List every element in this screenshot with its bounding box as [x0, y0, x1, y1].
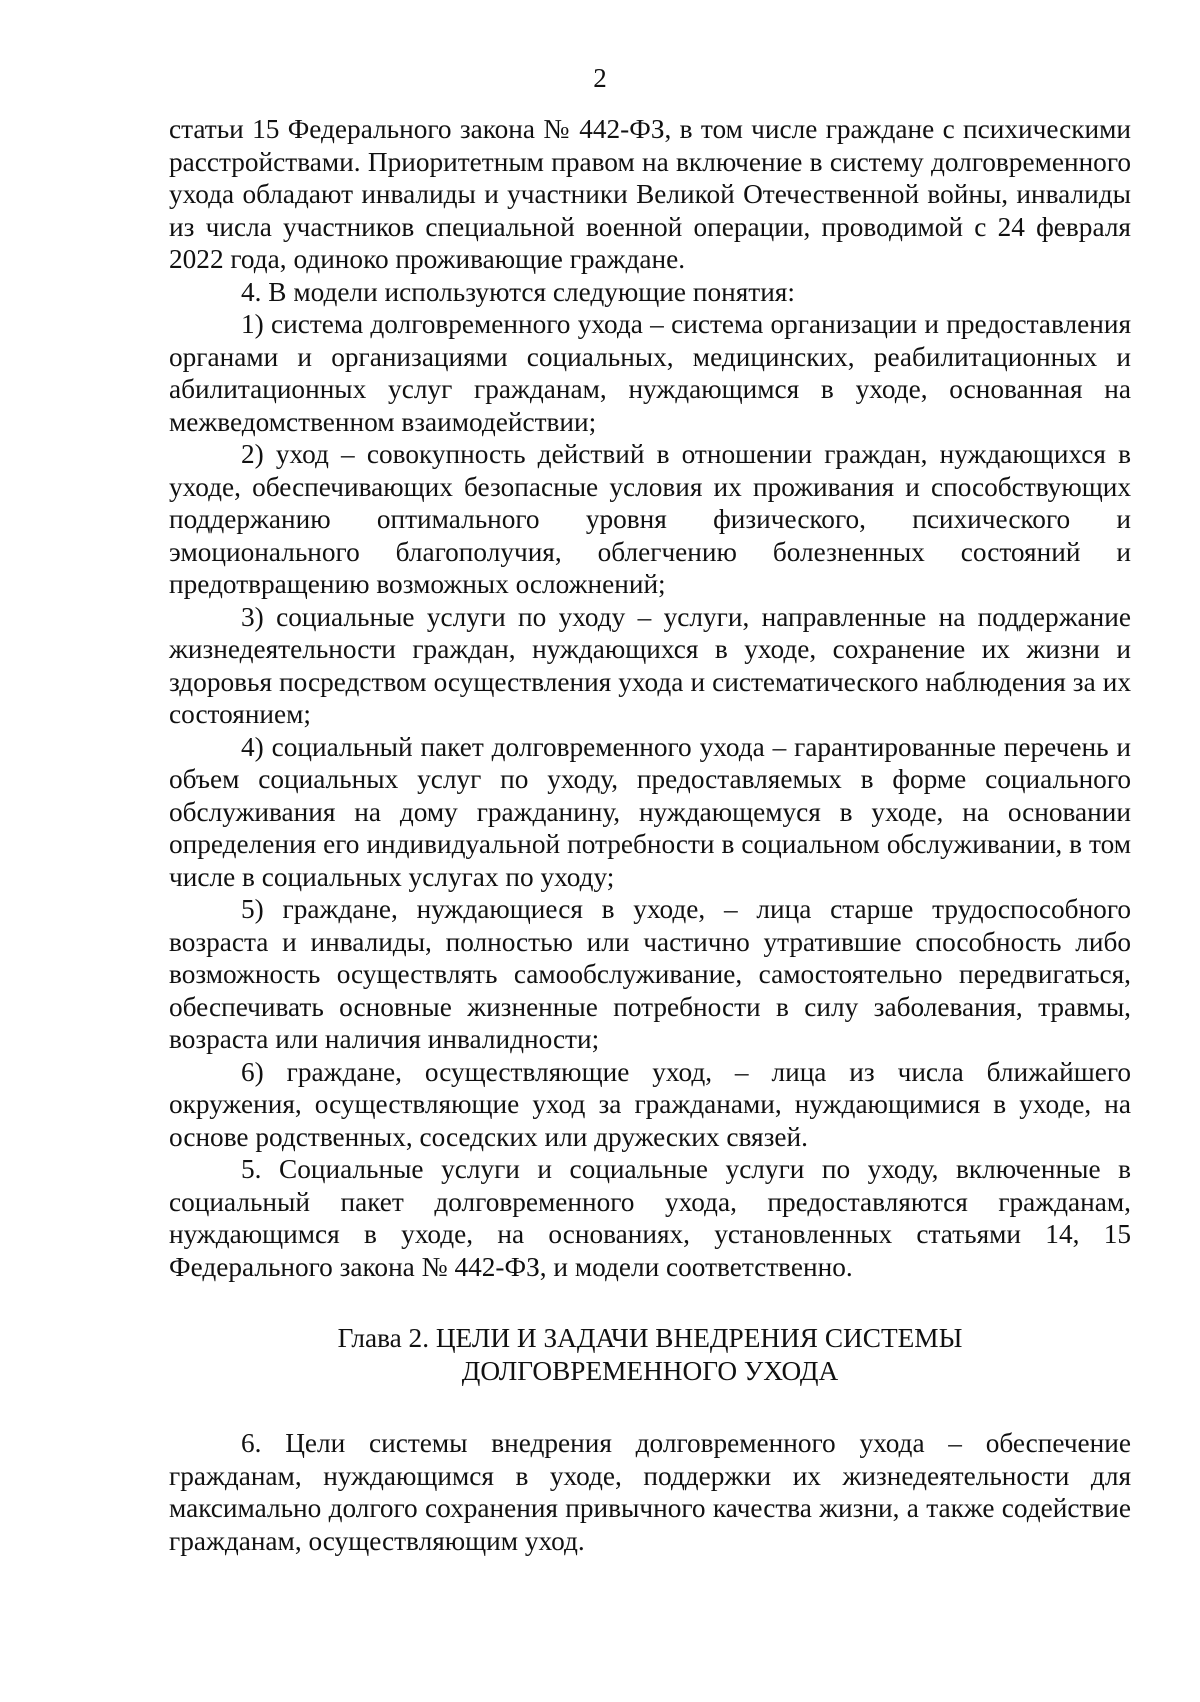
chapter-heading-line-1: Глава 2. ЦЕЛИ И ЗАДАЧИ ВНЕДРЕНИЯ СИСТЕМЫ — [337, 1323, 963, 1353]
paragraph-item-6: 6. Цели системы внедрения долговременного ухода – обеспечение гражданам, нуждающимся в уходе, поддержки их жизнедеятельности для максимально долгого сохранения привычного качества жизни, а также содействие гражданам, осуществляющим уход. — [169, 1428, 1131, 1556]
paragraph-definition-2: 2) уход – совокупность действий в отношении граждан, нуждающихся в уходе, обеспечивающих безопасные условия их проживания и способствующих поддержанию оптимального уровня физического, психического и эмоционального благополучия, облегчению болезненных состояний и предотвращению возможных осложнений; — [169, 439, 1131, 599]
paragraph-definition-6: 6) граждане, осуществляющие уход, – лица из числа ближайшего окружения, осуществляющие уход за гражданами, нуждающимися в уходе, на основе родственных, соседских или дружеских связей. — [169, 1056, 1131, 1152]
paragraph-definition-1: 1) система долговременного ухода – система организации и предоставления органами и организациями социальных, медицинских, реабилитационных и абилитационных услуг гражданам, нуждающимся в уходе, основанная на межведомственном взаимодействии; — [169, 309, 1131, 437]
paragraph-item-5: 5. Социальные услуги и социальные услуги по уходу, включенные в социальный пакет долговременного ухода, предоставляются гражданам, нуждающимся в уходе, на основаниях, установленных статьями 14, 15 Федерального закона № 442-ФЗ, и модели соответственно. — [169, 1154, 1131, 1282]
document-body — [169, 113, 1131, 1557]
chapter-heading — [169, 1322, 1131, 1388]
chapter-heading-line-2: ДОЛГОВРЕМЕННОГО УХОДА — [461, 1356, 839, 1386]
paragraph-definition-5: 5) граждане, нуждающиеся в уходе, – лица старше трудоспособного возраста и инвалиды, полностью или частично утратившие способность либо возможность осуществлять самообслуживание, самостоятельно передвигаться, обеспечивать основные жизненные потребности в силу заболевания, травмы, возраста или наличия инвалидности; — [169, 894, 1131, 1054]
page-number: 2 — [593, 63, 607, 93]
paragraph-definition-4: 4) социальный пакет долговременного ухода – гарантированные перечень и объем социальных услуг по уходу, предоставляемых в форме социального обслуживания на дому гражданину, нуждающемуся в уходе, на основании определения его индивидуальной потребности в социальном обслуживании, в том числе в социальных услугах по уходу; — [169, 731, 1131, 892]
paragraph-definition-3: 3) социальные услуги по уходу – услуги, направленные на поддержание жизнедеятельности граждан, нуждающихся в уходе, сохранение их жизни и здоровья посредством осуществления ухода и систематического наблюдения за их состоянием; — [169, 601, 1131, 729]
paragraph-continuation: статьи 15 Федерального закона № 442-ФЗ, в том числе граждане с психическими расстройствами. Приоритетным правом на включение в систему долговременного ухода обладают инвалиды и участники Великой Отечественной войны, инвалиды из числа участников специальной военной операции, проводимой с 24 февраля 2022 года, одиноко проживающие граждане. — [169, 114, 1131, 274]
paragraph-item-4: 4. В модели используются следующие понятия: — [241, 276, 795, 307]
heading-spacer — [169, 1388, 1131, 1427]
